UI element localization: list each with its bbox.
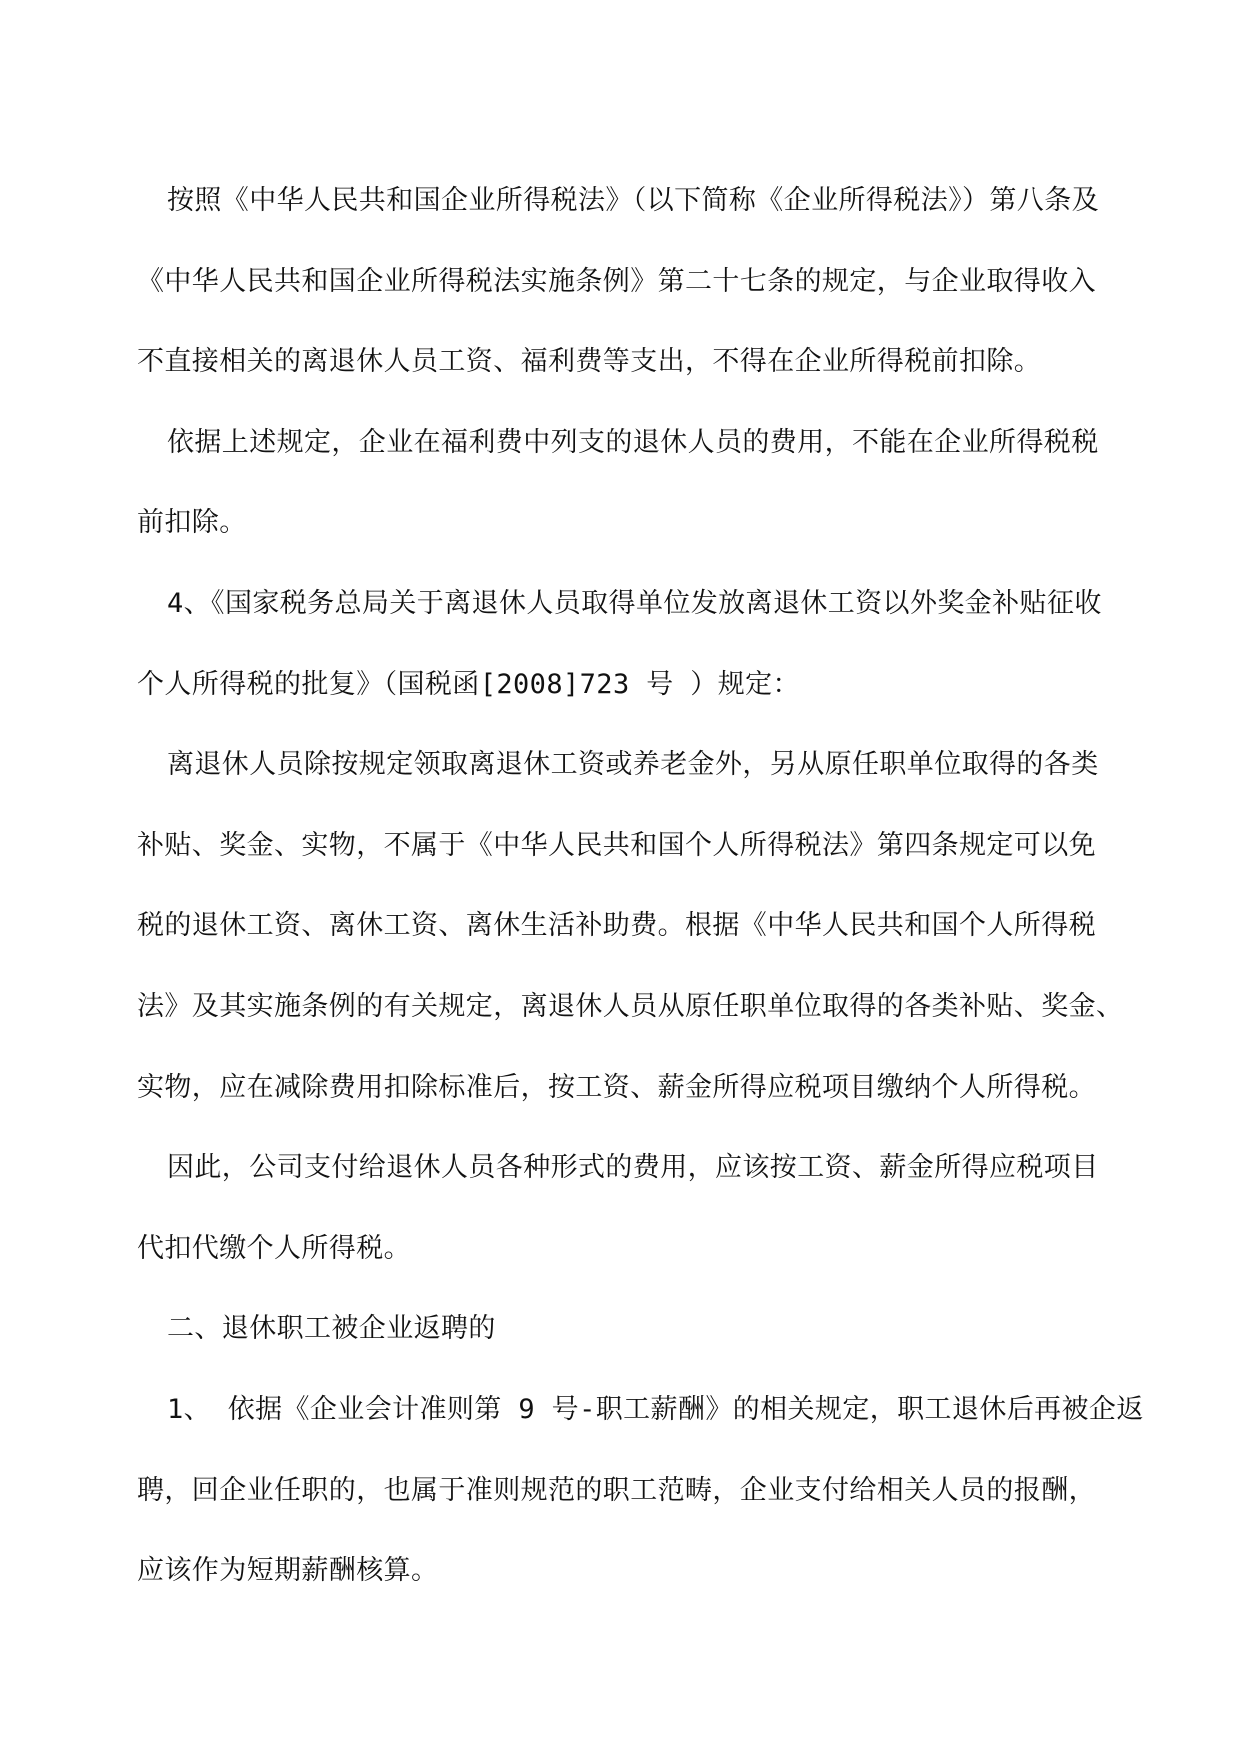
text-line: 应该作为短期薪酬核算。 — [137, 1555, 439, 1587]
paragraph-accounting-standard — [107, 1370, 1144, 1612]
text-line: 按照《中华人民共和国企业所得税法》（以下简称《企业所得税法》）第八条及 — [167, 185, 1099, 216]
paragraph-tax-bureau-reply — [107, 564, 1137, 725]
paragraph-conclusion — [107, 1128, 1137, 1289]
paragraph-welfare-fee — [107, 403, 1137, 564]
text-line: 《中华人民共和国企业所得税法实施条例》第二十七条的规定，与企业取得收入 — [137, 265, 1096, 297]
text-line: 4、《国家税务总局关于离退休人员取得单位发放离退休工资以外奖金补贴征收 — [167, 587, 1102, 619]
text-line: 税的退休工资、离休工资、离休生活补助费。根据《中华人民共和国个人所得税 — [137, 910, 1096, 942]
text-line: 二、退休职工被企业返聘的 — [167, 1313, 496, 1345]
text-line: 法》及其实施条例的有关规定，离退休人员从原任职单位取得的各类补贴、奖金、 — [137, 990, 1124, 1022]
text-line: 不直接相关的离退休人员工资、福利费等支出，不得在企业所得税前扣除。 — [137, 346, 1042, 378]
text-line: 因此，公司支付给退休人员各种形式的费用，应该按工资、薪金所得应税项目 — [167, 1152, 1099, 1184]
text-line: 实物，应在减除费用扣除标准后，按工资、薪金所得应税项目缴纳个人所得税。 — [137, 1071, 1096, 1103]
document-body — [107, 161, 1144, 1612]
section-heading-rehired-retirees — [107, 1289, 1137, 1370]
paragraph-retiree-subsidies — [107, 725, 1137, 1128]
text-line: 补贴、奖金、实物，不属于《中华人民共和国个人所得税法》第四条规定可以免 — [137, 829, 1096, 861]
text-line: 前扣除。 — [137, 507, 247, 539]
text-line: 离退休人员除按规定领取离退休工资或养老金外，另从原任职单位取得的各类 — [167, 749, 1099, 781]
text-line: 个人所得税的批复》（国税函[2008]723 号 ）规定： — [137, 668, 800, 700]
text-line: 代扣代缴个人所得税。 — [137, 1232, 411, 1264]
text-line: 1、 依据《企业会计准则第 9 号-职工薪酬》的相关规定，职工退休后再被企返 — [167, 1393, 1144, 1425]
paragraph-deduction-rule — [107, 161, 1137, 403]
text-line: 聘，回企业任职的，也属于准则规范的职工范畴，企业支付给相关人员的报酬， — [137, 1474, 1096, 1506]
text-line: 依据上述规定，企业在福利费中列支的退休人员的费用，不能在企业所得税税 — [167, 426, 1099, 458]
